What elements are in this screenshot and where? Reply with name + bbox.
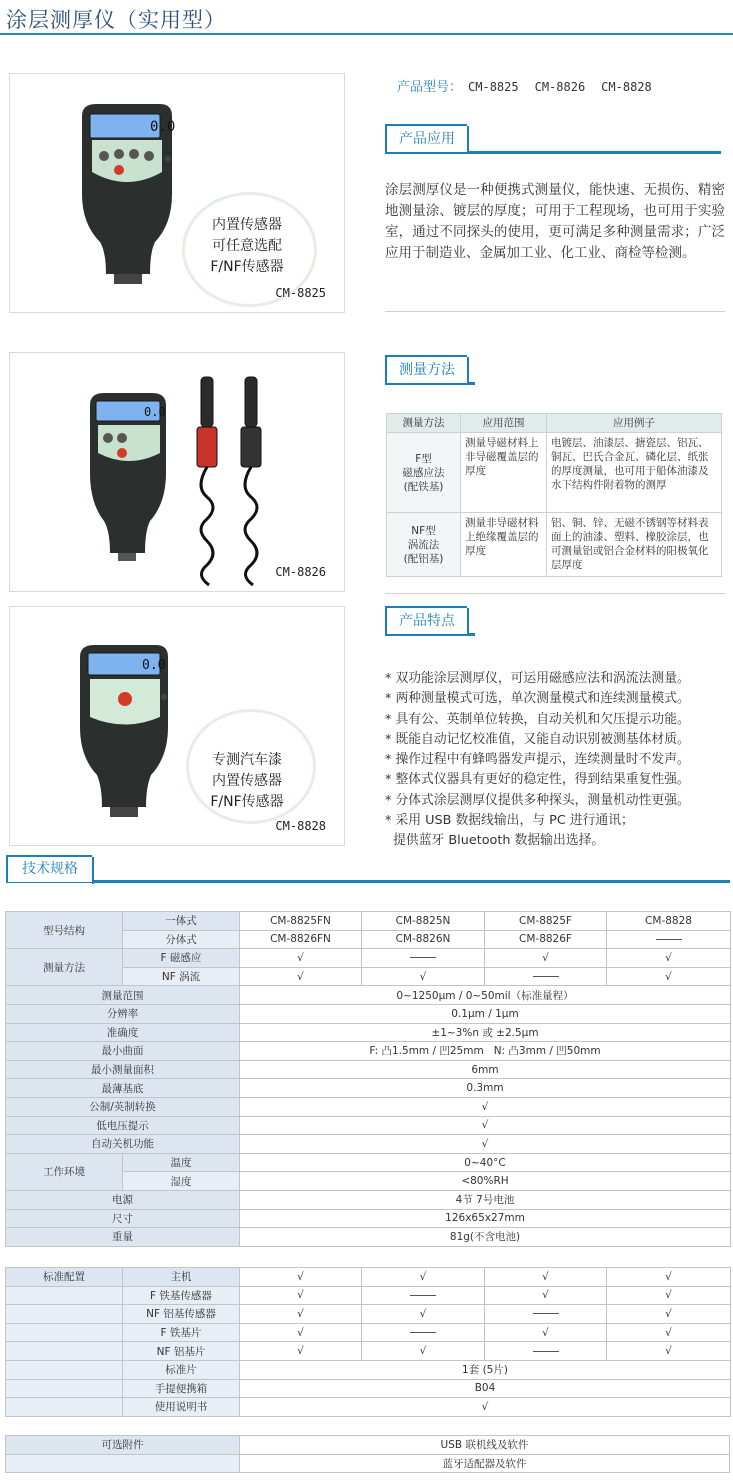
check-cell: √ <box>485 1323 607 1342</box>
section-tab: 技术规格 <box>6 855 92 882</box>
section-tab: 测量方法 <box>385 355 467 383</box>
spec-sublabel: F 铁基传感器 <box>123 1286 240 1305</box>
spec-sublabel: NF 涡流 <box>123 967 240 986</box>
spec-label: 测量范围 <box>6 986 240 1005</box>
feature-item: * 采用 USB 数据线输出，与 PC 进行通讯； <box>385 813 634 829</box>
example-cell: 铝、铜、锌、无磁不锈钢等材料表面上的油漆、塑料、橡胶涂层，也可测量铝或铝合金材料的阳极氧化层厚度 <box>547 513 722 577</box>
spec-sublabel: 手提便携箱 <box>123 1379 240 1398</box>
check-cell: √ <box>362 967 485 986</box>
spec-table <box>5 911 731 1247</box>
spec-value: <80%RH <box>240 1172 731 1191</box>
optional-accessories-table <box>5 1435 730 1473</box>
spec-value: √ <box>240 1135 731 1154</box>
check-cell: √ <box>607 1268 731 1287</box>
spec-sublabel: 分体式 <box>123 930 240 949</box>
dash-mark <box>533 1351 559 1352</box>
check-cell: √ <box>607 1286 731 1305</box>
check-cell: √ <box>240 1268 362 1287</box>
dash-mark <box>656 939 682 940</box>
dash-mark <box>533 976 559 977</box>
spec-label: 最小测量面积 <box>6 1060 240 1079</box>
spec-value: 126x65x27mm <box>240 1209 731 1228</box>
check-cell: √ <box>607 967 731 986</box>
section-tab: 产品应用 <box>385 124 467 152</box>
check-cell: √ <box>240 1342 362 1361</box>
check-cell: √ <box>485 949 607 968</box>
card-screen-text: 0.0 <box>142 658 166 673</box>
check-cell: √ <box>607 949 731 968</box>
spec-label: 重量 <box>6 1228 240 1247</box>
method-header: 测量方法 <box>387 414 461 433</box>
note-line: 专测汽车漆 <box>212 752 282 768</box>
feature-list <box>385 669 730 852</box>
check-cell: √ <box>362 1342 485 1361</box>
note-line: 内置传感器 <box>212 217 282 233</box>
spec-label-empty <box>6 1342 123 1361</box>
dash-mark <box>533 1313 559 1314</box>
models-label: 产品型号： <box>397 80 463 95</box>
card-screen-text: 0.0 <box>150 119 176 135</box>
spec-value: 0~1250μm / 0~50mil（标准量程） <box>240 986 731 1005</box>
check-cell: √ <box>240 1286 362 1305</box>
spec-sublabel: NF 铝基片 <box>123 1342 240 1361</box>
gauge-with-probes-icon <box>10 353 345 592</box>
spec-label: 准确度 <box>6 1023 240 1042</box>
section-rule <box>6 880 730 883</box>
product-models <box>397 76 652 95</box>
card-model: CM-8825 <box>275 286 326 300</box>
section-application <box>385 124 721 154</box>
section-features <box>385 606 475 636</box>
check-cell: √ <box>607 1342 731 1361</box>
spec-value: 81g(不含电池) <box>240 1228 731 1247</box>
method-header: 应用范围 <box>461 414 547 433</box>
check-cell: √ <box>485 1268 607 1287</box>
product-card-8828 <box>9 606 345 846</box>
model-cell: CM-8826FN <box>240 930 362 949</box>
spec-sublabel: F 磁感应 <box>123 949 240 968</box>
model-item: CM-8828 <box>601 80 652 94</box>
spec-label-empty <box>6 1323 123 1342</box>
spec-value: √ <box>240 1097 731 1116</box>
spec-label: 自动关机功能 <box>6 1135 240 1154</box>
spec-sublabel: F 铁基片 <box>123 1323 240 1342</box>
method-header: 应用例子 <box>547 414 722 433</box>
table-row <box>387 433 722 513</box>
spec-label: 低电压提示 <box>6 1116 240 1135</box>
feature-item: * 双功能涂层测厚仪，可运用磁感应法和涡流法测量。 <box>385 671 690 686</box>
feature-item: * 两种测量模式可选，单次测量模式和连续测量模式。 <box>385 691 690 707</box>
spec-label: 可选附件 <box>6 1436 240 1455</box>
card-model: CM-8828 <box>275 819 326 833</box>
check-cell: √ <box>485 1286 607 1305</box>
standard-config-table <box>5 1267 731 1417</box>
dash-cell <box>362 949 485 968</box>
spec-value: √ <box>240 1116 731 1135</box>
card-note <box>191 750 303 813</box>
dash-mark <box>410 957 436 958</box>
product-card-8825 <box>9 73 345 313</box>
card-note <box>192 215 302 278</box>
model-cell: CM-8826F <box>485 930 607 949</box>
dash-mark <box>410 1295 436 1296</box>
section-tab: 产品特点 <box>385 606 467 634</box>
section-method <box>385 355 475 385</box>
application-text: 涂层测厚仪是一种便携式测量仪，能快速、无损伤、精密地测量涂、镀层的厚度；可用于工程现场，也可用于实验室，通过不同探头的使用，更可满足多种测量需求；广泛应用于制造业、金属加工业、化工业、商检等检测。 <box>385 182 725 261</box>
spec-value: 蓝牙适配器及软件 <box>240 1454 730 1473</box>
spec-sublabel: 标准片 <box>123 1360 240 1379</box>
feature-item: * 操作过程中有蜂鸣器发声提示，连续测量时不发声。 <box>385 752 690 768</box>
card-screen-text: 0.0 <box>144 405 166 419</box>
model-item: CM-8826 <box>534 80 586 94</box>
spec-value: 0.3mm <box>240 1079 731 1098</box>
dash-cell <box>607 930 731 949</box>
divider <box>385 593 725 594</box>
example-cell: 电镀层、油漆层、搪瓷层、铝瓦、铜瓦、巴氏合金瓦、磷化层、纸张的厚度测量，也可用于船体油漆及水下结构件附着物的测厚 <box>547 433 722 513</box>
spec-value: F: 凸1.5mm / 凹25mm N: 凸3mm / 凹50mm <box>240 1042 731 1061</box>
model-cell: CM-8825N <box>362 912 485 931</box>
spec-sublabel: NF 铝基传感器 <box>123 1305 240 1324</box>
model-cell: CM-8825FN <box>240 912 362 931</box>
note-line: 可任意选配 <box>212 238 282 254</box>
spec-value: 1套 (5片) <box>240 1360 731 1379</box>
spec-label: 尺寸 <box>6 1209 240 1228</box>
range-cell: 测量导磁材料上非导磁覆盖层的厚度 <box>461 433 547 513</box>
range-cell: 测量非导磁材料上绝缘覆盖层的厚度 <box>461 513 547 577</box>
dash-mark <box>410 1332 436 1333</box>
dash-cell <box>485 967 607 986</box>
spec-label: 公制/英制转换 <box>6 1097 240 1116</box>
check-cell: √ <box>240 967 362 986</box>
check-cell: √ <box>240 1305 362 1324</box>
feature-item: 提供蓝牙 Bluetooth 数据输出选择。 <box>385 833 605 849</box>
spec-value: B04 <box>240 1379 731 1398</box>
model-cell: CM-8828 <box>607 912 731 931</box>
spec-label: 分辨率 <box>6 1004 240 1023</box>
spec-value: 0~40°C <box>240 1153 731 1172</box>
table-row <box>387 513 722 577</box>
spec-sublabel: 湿度 <box>123 1172 240 1191</box>
spec-label-empty <box>6 1286 123 1305</box>
card-model: CM-8826 <box>275 565 326 579</box>
product-card-8826 <box>9 352 345 592</box>
spec-value: ±1~3%n 或 ±2.5μm <box>240 1023 731 1042</box>
method-table <box>386 413 722 577</box>
model-item: CM-8825 <box>468 80 519 94</box>
spec-value: 0.1μm / 1μm <box>240 1004 731 1023</box>
spec-label: 电源 <box>6 1190 240 1209</box>
note-line: F/NF传感器 <box>210 259 284 275</box>
spec-label-empty <box>6 1379 123 1398</box>
check-cell: √ <box>240 949 362 968</box>
spec-value: 4节 7号电池 <box>240 1190 731 1209</box>
spec-label: 最薄基底 <box>6 1079 240 1098</box>
dash-cell <box>362 1323 485 1342</box>
dash-cell <box>485 1305 607 1324</box>
method-cell: NF型 涡流法 (配铝基) <box>387 513 461 577</box>
check-cell: √ <box>362 1268 485 1287</box>
feature-item: * 整体式仪器具有更好的稳定性，得到结果重复性强。 <box>385 772 690 788</box>
page-title: 涂层测厚仪（实用型） <box>6 8 226 32</box>
spec-sublabel: 一体式 <box>123 912 240 931</box>
spec-label: 测量方法 <box>6 949 123 986</box>
divider <box>385 311 725 312</box>
dash-cell <box>362 1286 485 1305</box>
spec-sublabel: 主机 <box>123 1268 240 1287</box>
spec-label-empty <box>6 1360 123 1379</box>
check-cell: √ <box>362 1305 485 1324</box>
method-cell: F型 磁感应法 (配铁基) <box>387 433 461 513</box>
spec-sublabel: 温度 <box>123 1153 240 1172</box>
spec-label-empty <box>6 1398 123 1417</box>
section-specs <box>6 855 730 883</box>
spec-label: 标准配置 <box>6 1268 123 1287</box>
model-cell: CM-8826N <box>362 930 485 949</box>
spec-label: 最小曲面 <box>6 1042 240 1061</box>
model-cell: CM-8825F <box>485 912 607 931</box>
spec-label-empty <box>6 1454 240 1473</box>
spec-value: √ <box>240 1398 731 1417</box>
spec-label: 型号结构 <box>6 912 123 949</box>
dash-cell <box>485 1342 607 1361</box>
spec-sublabel: 使用说明书 <box>123 1398 240 1417</box>
spec-value: 6mm <box>240 1060 731 1079</box>
check-cell: √ <box>240 1323 362 1342</box>
spec-value: USB 联机线及软件 <box>240 1436 730 1455</box>
spec-label-empty <box>6 1305 123 1324</box>
spec-label: 工作环境 <box>6 1153 123 1190</box>
feature-item: * 分体式涂层测厚仪提供多种探头，测量机动性更强。 <box>385 792 690 808</box>
check-cell: √ <box>607 1323 731 1342</box>
title-underline <box>0 33 733 35</box>
check-cell: √ <box>607 1305 731 1324</box>
note-line: 内置传感器 <box>212 773 282 789</box>
feature-item: * 具有公、英制单位转换，自动关机和欠压提示功能。 <box>385 711 690 727</box>
note-line: F/NF传感器 <box>210 794 284 810</box>
feature-item: * 既能自动记忆校准值，又能自动识别被测基体材质。 <box>385 731 690 747</box>
